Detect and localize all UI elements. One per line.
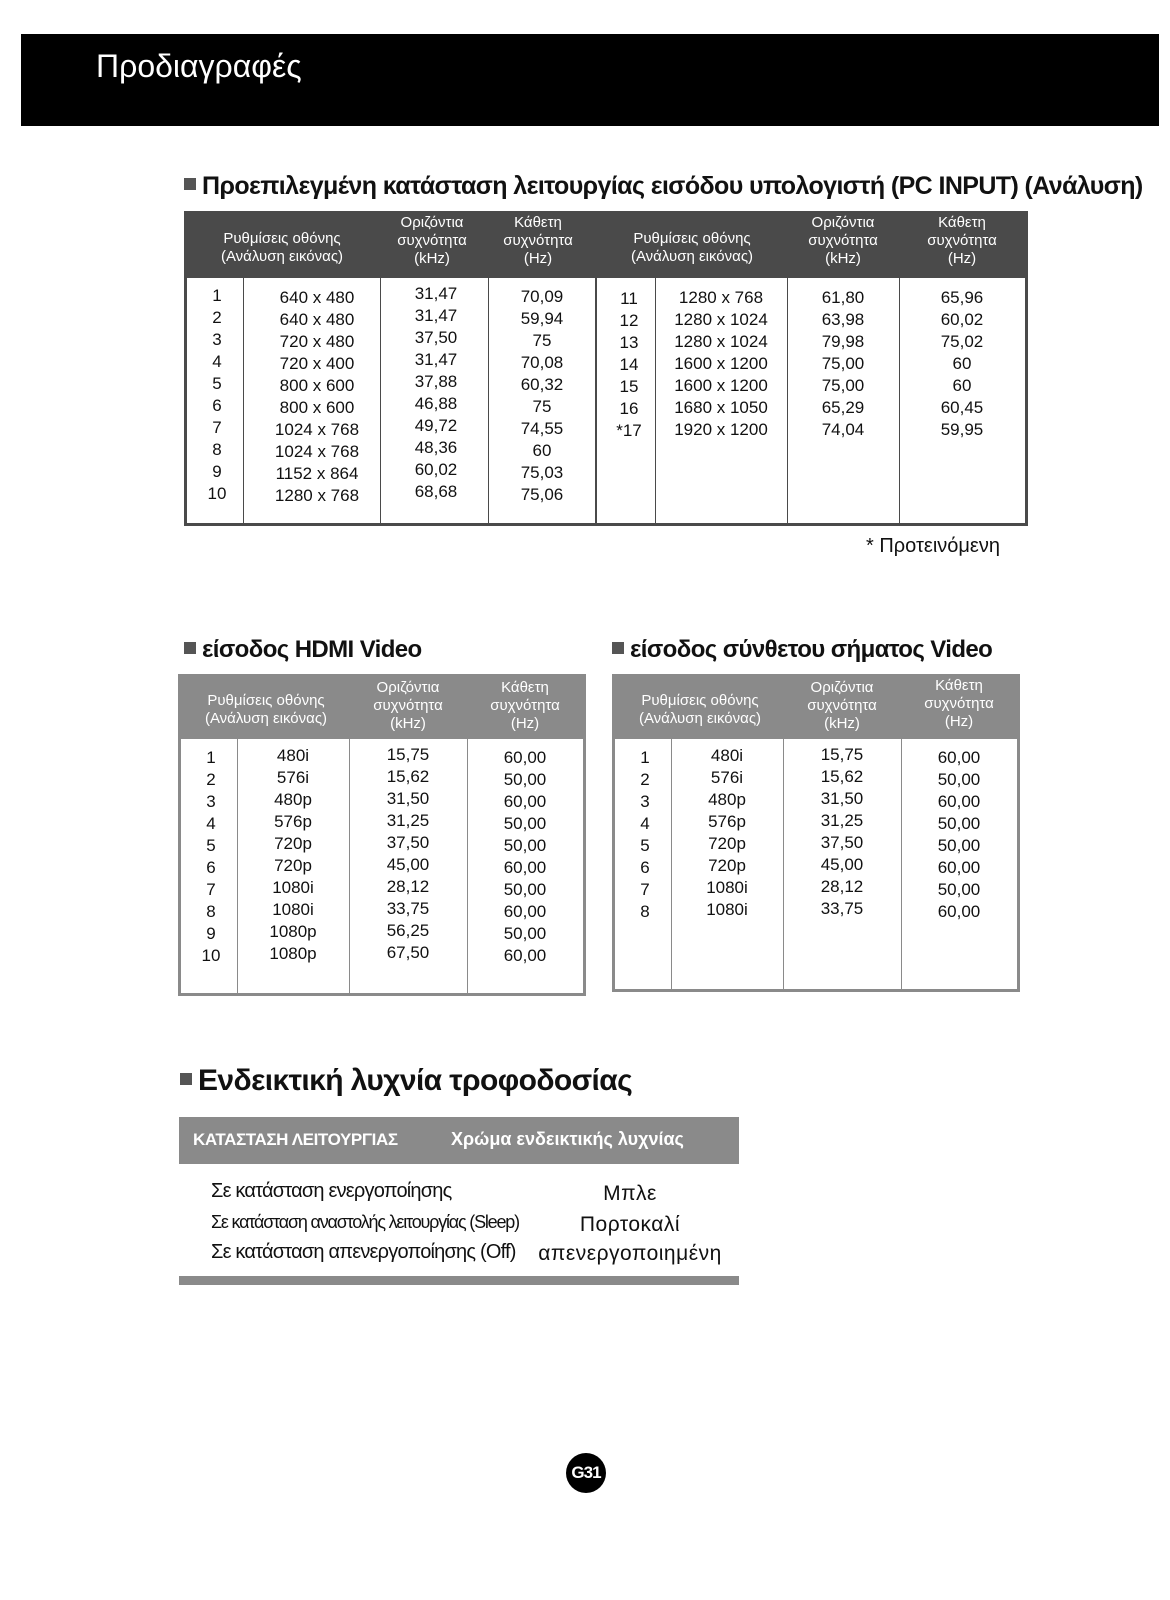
- hfreq-cell: 15,62: [820, 767, 864, 786]
- vfreq-cell: 60,00: [503, 858, 547, 877]
- hdmi-col-header-hfreq: Οριζόντια συχνότητα (kHz): [373, 679, 443, 732]
- resolution-cell: 1920 x 1200: [674, 420, 768, 439]
- row-index: 8: [640, 902, 650, 921]
- hfreq-cell: 33,75: [386, 899, 430, 918]
- vfreq-cell: 60,45: [940, 398, 984, 417]
- row-index: 9: [206, 924, 216, 943]
- hdmi-section-title: είσοδος HDMI Video: [202, 636, 422, 663]
- col-header-resolution-left: Ρυθμίσεις οθόνης (Ανάλυση εικόνας): [220, 230, 344, 265]
- resolution-cell: 1080i: [706, 878, 748, 897]
- pc-left-hfreq-column: [383, 283, 489, 503]
- composite-section-heading: [612, 636, 992, 664]
- composite-resolution-column: [671, 745, 783, 921]
- row-index: 12: [619, 311, 639, 330]
- row-index: 5: [212, 374, 222, 393]
- resolution-cell: 480p: [274, 790, 312, 809]
- row-index: 14: [619, 355, 639, 374]
- hfreq-cell: 46,88: [414, 394, 458, 413]
- hdmi-col-header-vfreq: Κάθετη συχνότητα (Hz): [490, 679, 560, 732]
- vfreq-cell: 60: [952, 354, 972, 373]
- row-index: 8: [212, 440, 222, 459]
- resolution-cell: 720p: [708, 856, 746, 875]
- composite-col-header-vfreq: Κάθετη συχνότητα (Hz): [924, 677, 994, 730]
- row-index: 5: [640, 836, 650, 855]
- row-index: 10: [201, 946, 221, 965]
- hfreq-cell: 37,50: [386, 833, 430, 852]
- composite-table-header: [615, 677, 1017, 739]
- hfreq-cell: 28,12: [386, 877, 430, 896]
- row-index: 8: [206, 902, 216, 921]
- hfreq-cell: 31,50: [820, 789, 864, 808]
- resolution-cell: 1080i: [706, 900, 748, 919]
- vfreq-cell: 75,03: [520, 463, 564, 482]
- row-index: 4: [206, 814, 216, 833]
- resolution-cell: 800 x 600: [279, 398, 355, 417]
- hdmi-index-column: [181, 747, 241, 967]
- row-index: 11: [620, 289, 638, 308]
- resolution-cell: 1080p: [269, 922, 317, 941]
- resolution-cell: 576i: [276, 768, 310, 787]
- bullet-square-icon: [184, 642, 196, 654]
- resolution-cell: 800 x 600: [279, 376, 355, 395]
- hfreq-cell: 67,50: [386, 943, 430, 962]
- vfreq-cell: 50,00: [937, 880, 981, 899]
- hdmi-hfreq-column: [349, 744, 467, 964]
- bullet-square-icon: [180, 1073, 192, 1085]
- hfreq-cell: 45,00: [386, 855, 430, 874]
- resolution-cell: 640 x 480: [279, 310, 355, 329]
- hfreq-cell: 31,47: [414, 306, 458, 325]
- page-title: Προδιαγραφές: [96, 48, 302, 84]
- power-row-mode: Σε κατάσταση απενεργοποίησης (Off): [211, 1241, 516, 1263]
- hdmi-col-header-resolution: Ρυθμίσεις οθόνης (Ανάλυση εικόνας): [204, 692, 328, 727]
- resolution-cell: 1024 x 768: [274, 420, 360, 439]
- vfreq-cell: 70,08: [520, 353, 564, 372]
- pc-right-hfreq-column: [787, 287, 899, 441]
- hfreq-cell: 28,12: [820, 877, 864, 896]
- row-index: 3: [206, 792, 216, 811]
- hdmi-resolution-column: [237, 745, 349, 965]
- row-index: 1: [206, 748, 216, 767]
- power-section-heading: [180, 1064, 632, 1098]
- vfreq-cell: 50,00: [937, 814, 981, 833]
- vfreq-cell: 75,02: [940, 332, 984, 351]
- hfreq-cell: 61,80: [821, 288, 865, 307]
- resolution-cell: 480i: [276, 746, 310, 765]
- composite-section-title: είσοδος σύνθετου σήματος Video: [630, 636, 993, 663]
- row-index: 1: [212, 286, 222, 305]
- vfreq-cell: 50,00: [937, 836, 981, 855]
- row-index: *17: [616, 421, 642, 440]
- vfreq-cell: 75: [532, 331, 552, 350]
- hfreq-cell: 31,25: [820, 811, 864, 830]
- hfreq-cell: 75,00: [821, 376, 865, 395]
- recommended-note: * Προτεινόμενη: [866, 535, 1000, 557]
- pc-timing-table: [184, 211, 1028, 526]
- hfreq-cell: 74,04: [821, 420, 865, 439]
- hfreq-cell: 68,68: [414, 482, 458, 501]
- vfreq-cell: 75,06: [520, 485, 564, 504]
- pc-right-resolution-column: [651, 287, 791, 441]
- resolution-cell: 1280 x 768: [274, 486, 360, 505]
- resolution-cell: 720 x 400: [279, 354, 355, 373]
- composite-vfreq-column: [901, 747, 1017, 923]
- row-index: 2: [206, 770, 216, 789]
- vfreq-cell: 50,00: [503, 924, 547, 943]
- col-header-vfreq-left: Κάθετη συχνότητα (Hz): [503, 214, 573, 267]
- composite-index-column: [615, 747, 675, 923]
- resolution-cell: 1280 x 1024: [674, 310, 768, 329]
- row-index: 7: [212, 418, 222, 437]
- vfreq-cell: 60,00: [937, 748, 981, 767]
- resolution-cell: 576p: [274, 812, 312, 831]
- row-index: 6: [206, 858, 216, 877]
- hfreq-cell: 79,98: [821, 332, 865, 351]
- hfreq-cell: 48,36: [414, 438, 458, 457]
- hfreq-cell: 31,47: [414, 284, 458, 303]
- row-index: 3: [212, 330, 222, 349]
- power-section-title: Ενδεικτική λυχνία τροφοδοσίας: [198, 1064, 633, 1097]
- hdmi-vfreq-column: [467, 747, 583, 967]
- power-row-mode: Σε κατάσταση ενεργοποίησης: [211, 1180, 452, 1202]
- hfreq-cell: 49,72: [414, 416, 458, 435]
- resolution-cell: 1080i: [272, 900, 314, 919]
- hfreq-cell: 37,88: [414, 372, 458, 391]
- hdmi-timing-table: [178, 674, 586, 996]
- col-header-hfreq-left: Οριζόντια συχνότητα (kHz): [397, 214, 467, 267]
- pc-right-vfreq-column: [899, 287, 1025, 441]
- vfreq-cell: 60,00: [503, 902, 547, 921]
- hfreq-cell: 65,29: [821, 398, 865, 417]
- vfreq-cell: 60,32: [520, 375, 564, 394]
- resolution-cell: 720p: [708, 834, 746, 853]
- hfreq-cell: 15,75: [820, 745, 864, 764]
- hfreq-cell: 63,98: [821, 310, 865, 329]
- vfreq-cell: 59,95: [940, 420, 984, 439]
- resolution-cell: 720p: [274, 834, 312, 853]
- row-index: 6: [640, 858, 650, 877]
- row-index: 4: [640, 814, 650, 833]
- vfreq-cell: 50,00: [503, 880, 547, 899]
- hfreq-cell: 31,25: [386, 811, 430, 830]
- hfreq-cell: 33,75: [820, 899, 864, 918]
- vfreq-cell: 60,00: [937, 858, 981, 877]
- hfreq-cell: 15,75: [386, 745, 430, 764]
- composite-col-header-resolution: Ρυθμίσεις οθόνης (Ανάλυση εικόνας): [638, 692, 762, 727]
- bullet-square-icon: [612, 642, 624, 654]
- resolution-cell: 1600 x 1200: [674, 354, 768, 373]
- resolution-cell: 480p: [708, 790, 746, 809]
- resolution-cell: 1600 x 1200: [674, 376, 768, 395]
- vfreq-cell: 50,00: [503, 814, 547, 833]
- row-index: 15: [619, 377, 639, 396]
- power-col-header-mode: ΚΑΤΑΣΤΑΣΗ ΛΕΙΤΟΥΡΓΙΑΣ: [193, 1130, 398, 1149]
- row-index: 16: [619, 399, 639, 418]
- pc-left-index-column: [187, 285, 247, 505]
- hfreq-cell: 45,00: [820, 855, 864, 874]
- col-header-vfreq-right: Κάθετη συχνότητα (Hz): [927, 214, 997, 267]
- power-table-header: [179, 1117, 739, 1164]
- resolution-cell: 640 x 480: [279, 288, 355, 307]
- vfreq-cell: 60: [532, 441, 552, 460]
- resolution-cell: 1280 x 1024: [674, 332, 768, 351]
- resolution-cell: 480i: [710, 746, 744, 765]
- vfreq-cell: 75: [532, 397, 552, 416]
- vfreq-cell: 74,55: [520, 419, 564, 438]
- pc-left-vfreq-column: [487, 286, 597, 506]
- resolution-cell: 1024 x 768: [274, 442, 360, 461]
- row-index: 7: [640, 880, 650, 899]
- col-header-resolution-right: Ρυθμίσεις οθόνης (Ανάλυση εικόνας): [630, 230, 754, 265]
- pc-section-title: Προεπιλεγμένη κατάσταση λειτουργίας εισόδου υπολογιστή (PC INPUT) (Ανάλυση): [202, 172, 1143, 200]
- power-col-header-color: Χρώμα ενδεικτικής λυχνίας: [451, 1129, 684, 1149]
- bullet-square-icon: [184, 178, 196, 190]
- page-number-badge: G31: [566, 1453, 606, 1493]
- row-index: 2: [212, 308, 222, 327]
- hfreq-cell: 56,25: [386, 921, 430, 940]
- vfreq-cell: 60,00: [503, 748, 547, 767]
- hfreq-cell: 15,62: [386, 767, 430, 786]
- resolution-cell: 1152 x 864: [275, 464, 359, 483]
- hfreq-cell: 37,50: [414, 328, 458, 347]
- row-index: 13: [619, 333, 639, 352]
- row-index: 4: [212, 352, 222, 371]
- hfreq-cell: 75,00: [821, 354, 865, 373]
- resolution-cell: 720p: [274, 856, 312, 875]
- resolution-cell: 1080p: [269, 944, 317, 963]
- row-index: 1: [640, 748, 650, 767]
- col-header-hfreq-right: Οριζόντια συχνότητα (kHz): [808, 214, 878, 267]
- row-index: 2: [640, 770, 650, 789]
- resolution-cell: 1680 x 1050: [674, 398, 768, 417]
- row-index: 7: [206, 880, 216, 899]
- pc-section-heading: [184, 172, 1143, 201]
- composite-col-header-hfreq: Οριζόντια συχνότητα (kHz): [807, 679, 877, 732]
- power-table-bottom-bar: [179, 1276, 739, 1285]
- resolution-cell: 576p: [708, 812, 746, 831]
- vfreq-cell: 50,00: [937, 770, 981, 789]
- pc-left-resolution-column: [247, 287, 387, 507]
- resolution-cell: 720 x 480: [279, 332, 355, 351]
- resolution-cell: 1280 x 768: [678, 288, 764, 307]
- vfreq-cell: 60,00: [937, 902, 981, 921]
- vfreq-cell: 60: [952, 376, 972, 395]
- row-index: 9: [212, 462, 222, 481]
- pc-right-index-column: [599, 288, 659, 442]
- row-index: 5: [206, 836, 216, 855]
- vfreq-cell: 60,02: [940, 310, 984, 329]
- vfreq-cell: 70,09: [520, 287, 564, 306]
- hdmi-section-heading: [184, 636, 422, 664]
- composite-hfreq-column: [783, 744, 901, 920]
- pc-table-header: [187, 214, 1025, 278]
- vfreq-cell: 60,00: [503, 946, 547, 965]
- power-row-color: Μπλε: [603, 1182, 657, 1205]
- vfreq-cell: 65,96: [940, 288, 984, 307]
- row-index: 10: [207, 484, 227, 503]
- hfreq-cell: 31,50: [386, 789, 430, 808]
- resolution-cell: 1080i: [272, 878, 314, 897]
- vfreq-cell: 59,94: [520, 309, 564, 328]
- power-row-color: απενεργοποιημένη: [538, 1242, 722, 1265]
- vfreq-cell: 60,00: [503, 792, 547, 811]
- vfreq-cell: 60,00: [937, 792, 981, 811]
- power-row-mode: Σε κατάσταση αναστολής λειτουργίας (Sleep): [211, 1212, 519, 1232]
- hdmi-table-header: [181, 677, 583, 739]
- power-row-color: Πορτοκαλί: [579, 1213, 681, 1236]
- hfreq-cell: 60,02: [414, 460, 458, 479]
- composite-timing-table: [612, 674, 1020, 992]
- hfreq-cell: 31,47: [414, 350, 458, 369]
- row-index: 6: [212, 396, 222, 415]
- vfreq-cell: 50,00: [503, 836, 547, 855]
- vfreq-cell: 50,00: [503, 770, 547, 789]
- hfreq-cell: 37,50: [820, 833, 864, 852]
- resolution-cell: 576i: [710, 768, 744, 787]
- row-index: 3: [640, 792, 650, 811]
